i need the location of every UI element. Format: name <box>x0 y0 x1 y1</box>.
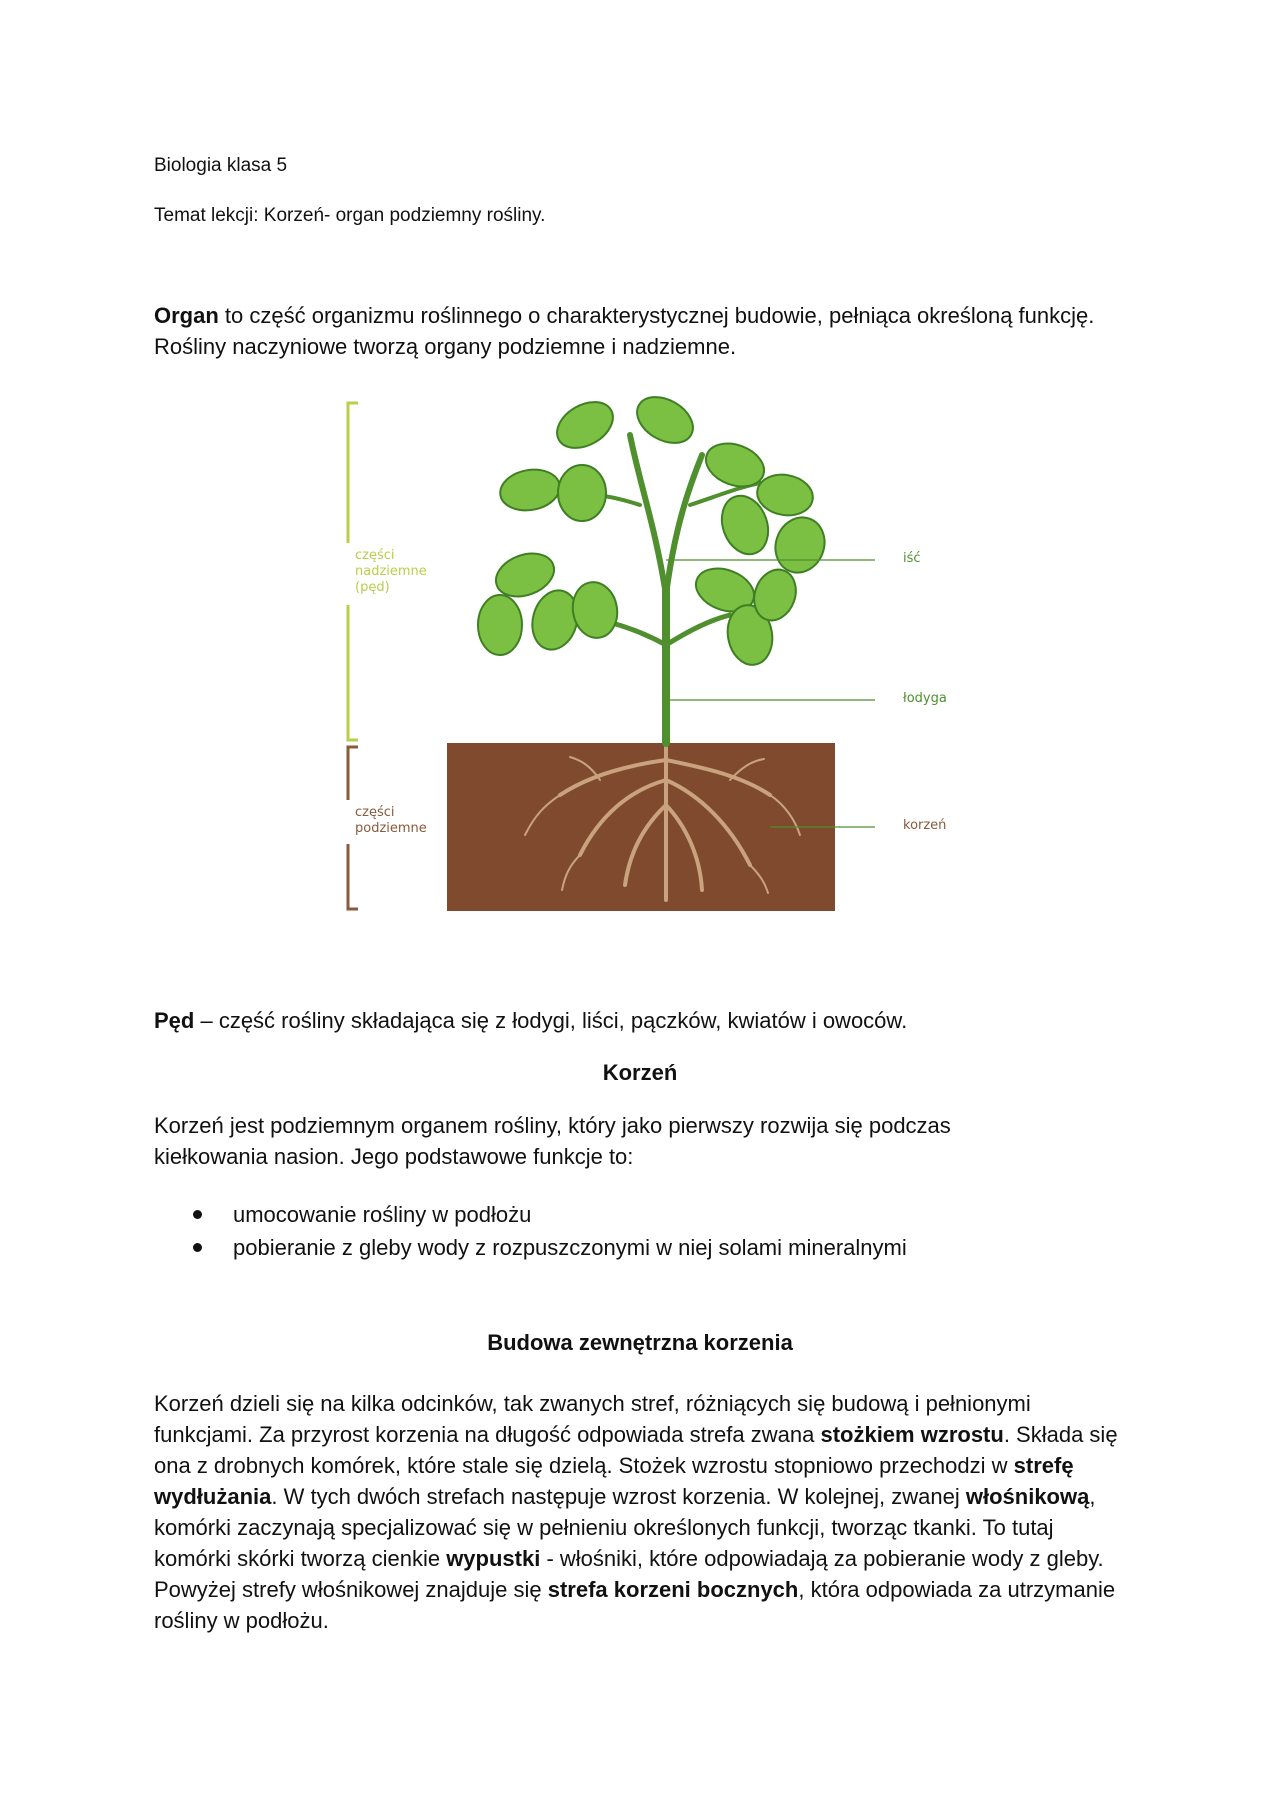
plant-illustration <box>330 395 1010 935</box>
ped-definition <box>154 1005 1114 1036</box>
organ-definition <box>154 300 1114 362</box>
term-wlosnikowa: włośnikową <box>965 1484 1090 1509</box>
budowa-paragraph: Korzeń dzieli się na kilka odcinków, tak zwanych stref, różniących się budową i pełnionymi funkcjami. Za przyrost korzenia na długość odpowiada strefa zwana stożkiem wzrostu. Składa się ona z drobnych komórek, które stale się dzielą. Stożek wzrostu stopniowo przechodzi w strefę wydłużania. W tych dwóch strefach następuje wzrost korzenia. W kolejnej, zwanej włośnikową, komórki zaczynają specjalizować się w pełnieniu określonych funkcji, tworząc tkanki. To tutaj komórki skórki tworzą cienkie wypustki - włośniki, które odpowiadają za pobieranie wody z gleby. Powyżej strefy włośnikowej znajduje się strefa korzeni bocznych, która odpowiada za utrzymanie rośliny w podłożu. <box>154 1391 1118 1633</box>
list-item: umocowanie rośliny w podłożu <box>193 1198 1093 1231</box>
bullet-icon <box>193 1243 202 1252</box>
ped-text: – część rośliny składająca się z łodygi, liści, pączków, kwiatów i owoców. <box>194 1008 908 1033</box>
lesson-topic: Temat lekcji: Korzeń- organ podziemny rośliny. <box>154 205 546 226</box>
plant-diagram <box>330 395 1010 935</box>
root-callout-label: korzeń <box>903 818 947 833</box>
term-strefa-wydluzania: strefę wydłużania <box>154 1453 1074 1509</box>
list-item: pobieranie z gleby wody z rozpuszczonymi w niej solami mineralnymi <box>193 1231 1093 1264</box>
organ-term: Organ <box>154 303 219 328</box>
term-strefa-korzeni-bocznych: strefa korzeni bocznych <box>547 1577 799 1602</box>
term-stozek-wzrostu: stożkiem wzrostu <box>820 1422 1004 1447</box>
above-ground-label: części nadziemne (pęd) <box>355 548 427 595</box>
organ-text: to część organizmu roślinnego o charakterystycznej budowie, pełniąca określoną funkcję. Rośliny naczyniowe tworzą organy podziemne i nadziemne. <box>154 303 1095 359</box>
korzen-heading: Korzeń <box>602 1060 678 1085</box>
korzen-functions-list <box>193 1198 1093 1264</box>
term-wypustki: wypustki <box>446 1546 541 1571</box>
leaf-callout-label: iść <box>903 551 921 566</box>
ped-term: Pęd <box>154 1008 195 1033</box>
subject-line: Biologia klasa 5 <box>154 155 288 176</box>
stem-callout-label: łodyga <box>903 691 947 706</box>
bullet-icon <box>193 1210 202 1219</box>
korzen-intro: Korzeń jest podziemnym organem rośliny, który jako pierwszy rozwija się podczas kiełkowania nasion. Jego podstawowe funkcje to: <box>154 1113 951 1169</box>
budowa-heading: Budowa zewnętrzna korzenia <box>487 1330 793 1355</box>
below-ground-label: części podziemne <box>355 805 427 836</box>
